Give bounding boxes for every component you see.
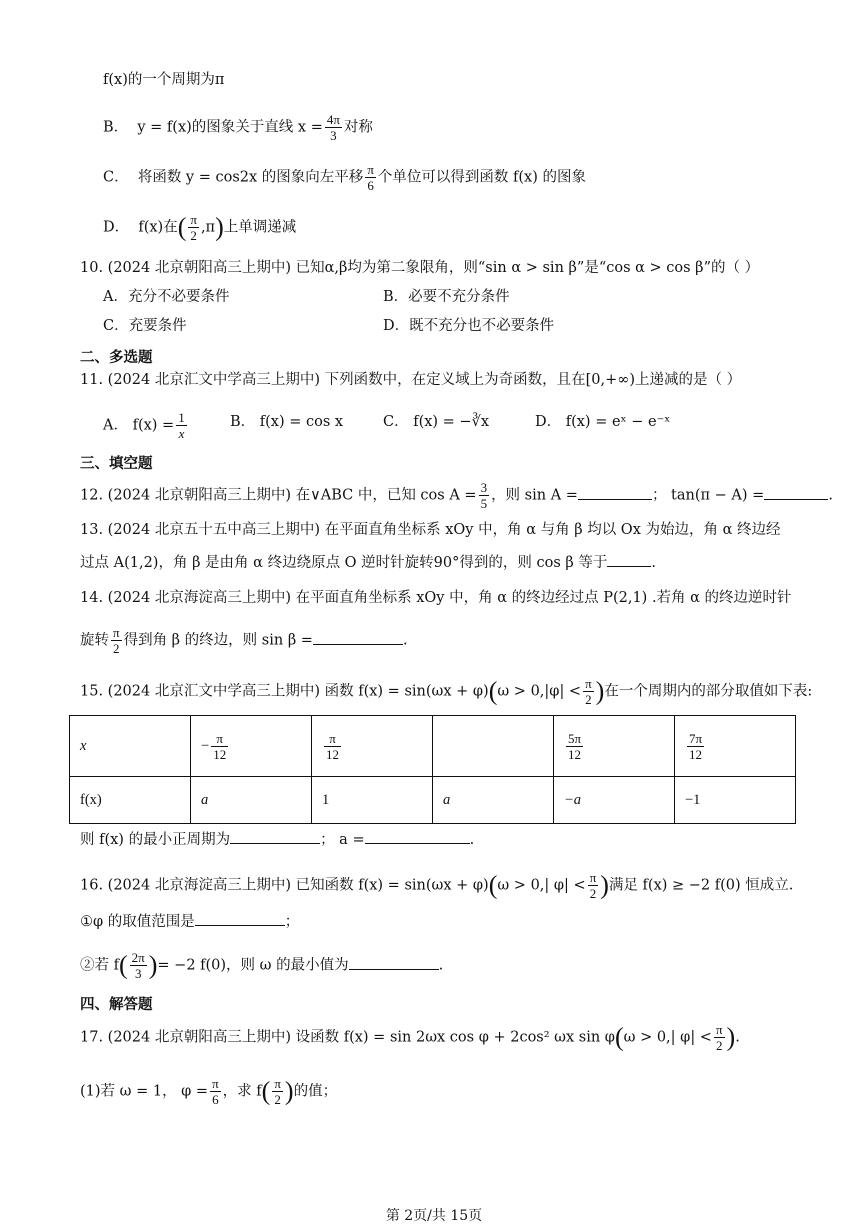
section-solutions: 四、解答题	[80, 997, 153, 1013]
q10-stem: 10. (2024 北京朝阳高三上期中) 已知α,β均为第二象限角，则“sin α > sin β”是“cos α > cos β”的（ ）	[80, 260, 760, 276]
q10-option-a: A．充分不必要条件	[103, 289, 230, 305]
q16-stem: 16. (2024 北京海淀高三上期中) 已知函数 f(x) = sin(ωx + φ)(ω > 0,| φ| < $\frac{\pi}{2}$ )满足 f(x) ≥ −2 f(0) 恒成立.	[80, 870, 794, 901]
q17-part1: (1)若 ω = 1， φ = $\frac{\pi}{6}$ ，求 f( $\frac{\pi}{2}$ )的值；	[80, 1076, 338, 1107]
q14-line2: 旋转 $\frac{\pi}{2}$ 得到角 β 的终边，则 sin β = .	[80, 625, 408, 656]
table-cell: a	[191, 777, 312, 824]
q15-tail: 则 f(x) 的最小正周期为 ； a = .	[80, 829, 474, 850]
q14-line1: 14. (2024 北京海淀高三上期中) 在平面直角坐标系 xOy 中，角 α 的终边经过点 P(2,1) .若角 α 的终边逆时针	[80, 590, 792, 606]
table-cell: $\frac{7\pi}{12}$	[675, 716, 796, 777]
table-cell: 1	[312, 777, 433, 824]
table-cell: −a	[554, 777, 675, 824]
q11-stem: 11. (2024 北京汇文中学高三上期中) 下列函数中，在定义域上为奇函数，且在[0,+∞)上递减的是（ ）	[80, 372, 742, 388]
q11-option-a: A． f(x) = $\frac{1}{x}$	[103, 410, 185, 441]
q10-option-b: B．必要不充分条件	[383, 289, 510, 305]
page-footer: 第 2页/共 15页	[385, 1208, 483, 1224]
q9-option-c: C． 将函数 y = cos2x 的图象向左平移 $\frac{\pi}{6}$ 个单位可以得到函数 f(x) 的图象	[103, 162, 586, 193]
table-cell: f(x)	[70, 777, 191, 824]
table-row	[70, 716, 796, 777]
q15-stem: 15. (2024 北京汇文中学高三上期中) 函数 f(x) = sin(ωx + φ)(ω > 0,|φ| < $\frac{\pi}{2}$ )在一个周期内的部分取值如下表:	[80, 676, 813, 707]
table-cell: a	[433, 777, 554, 824]
q9-option-a: f(x)的一个周期为π	[103, 72, 225, 88]
q11-option-d: D． f(x) = eˣ − e⁻ˣ	[535, 414, 671, 430]
table-cell: −1	[675, 777, 796, 824]
section-fill-in: 三、填空题	[80, 456, 153, 472]
q13-line2: 过点 A(1,2)，角 β 是由角 α 终边绕原点 O 逆时针旋转90°得到的，则 cos β 等于 .	[80, 552, 656, 573]
q16-part2: ②若 f( $\frac{2\pi}{3}$ )= −2 f(0)，则 ω 的最小值为 .	[80, 950, 444, 981]
table-cell	[433, 716, 554, 777]
section-multiple-choice: 二、多选题	[80, 350, 153, 366]
q9-option-d: D． f(x)在( $\frac{\pi}{2}$ ,π)上单调递减	[103, 212, 297, 243]
q16-part1: ①φ 的取值范围是 ；	[80, 911, 299, 932]
table-cell: x	[70, 716, 191, 777]
q10-option-c: C．充要条件	[103, 318, 187, 334]
q15-value-table	[69, 715, 796, 824]
q10-option-d: D．既不充分也不必要条件	[383, 318, 555, 334]
table-cell: − $\frac{\pi}{12}$	[191, 716, 312, 777]
q11-option-b: B． f(x) = cos x	[230, 414, 344, 430]
q12-stem: 12. (2024 北京朝阳高三上期中) 在∨ABC 中，已知 cos A = $\frac{3}{5}$ ，则 sin A = ； tan(π − A) = .	[80, 480, 833, 511]
table-row	[70, 777, 796, 824]
q11-option-c: C． f(x) = −∛x	[383, 414, 489, 430]
q9-option-b: B． y = f(x)的图象关于直线 x = $\frac{4\pi}{3}$ 对称	[103, 112, 373, 143]
table-cell: $\frac{5\pi}{12}$	[554, 716, 675, 777]
q17-stem: 17. (2024 北京朝阳高三上期中) 设函数 f(x) = sin 2ωx cos φ + 2cos² ωx sin φ(ω > 0,| φ| < $\frac{\pi}{2}$ ).	[80, 1022, 740, 1053]
q13-line1: 13. (2024 北京五十五中高三上期中) 在平面直角坐标系 xOy 中，角 α 与角 β 均以 Ox 为始边，角 α 终边经	[80, 522, 781, 538]
table-cell: $\frac{\pi}{12}$	[312, 716, 433, 777]
